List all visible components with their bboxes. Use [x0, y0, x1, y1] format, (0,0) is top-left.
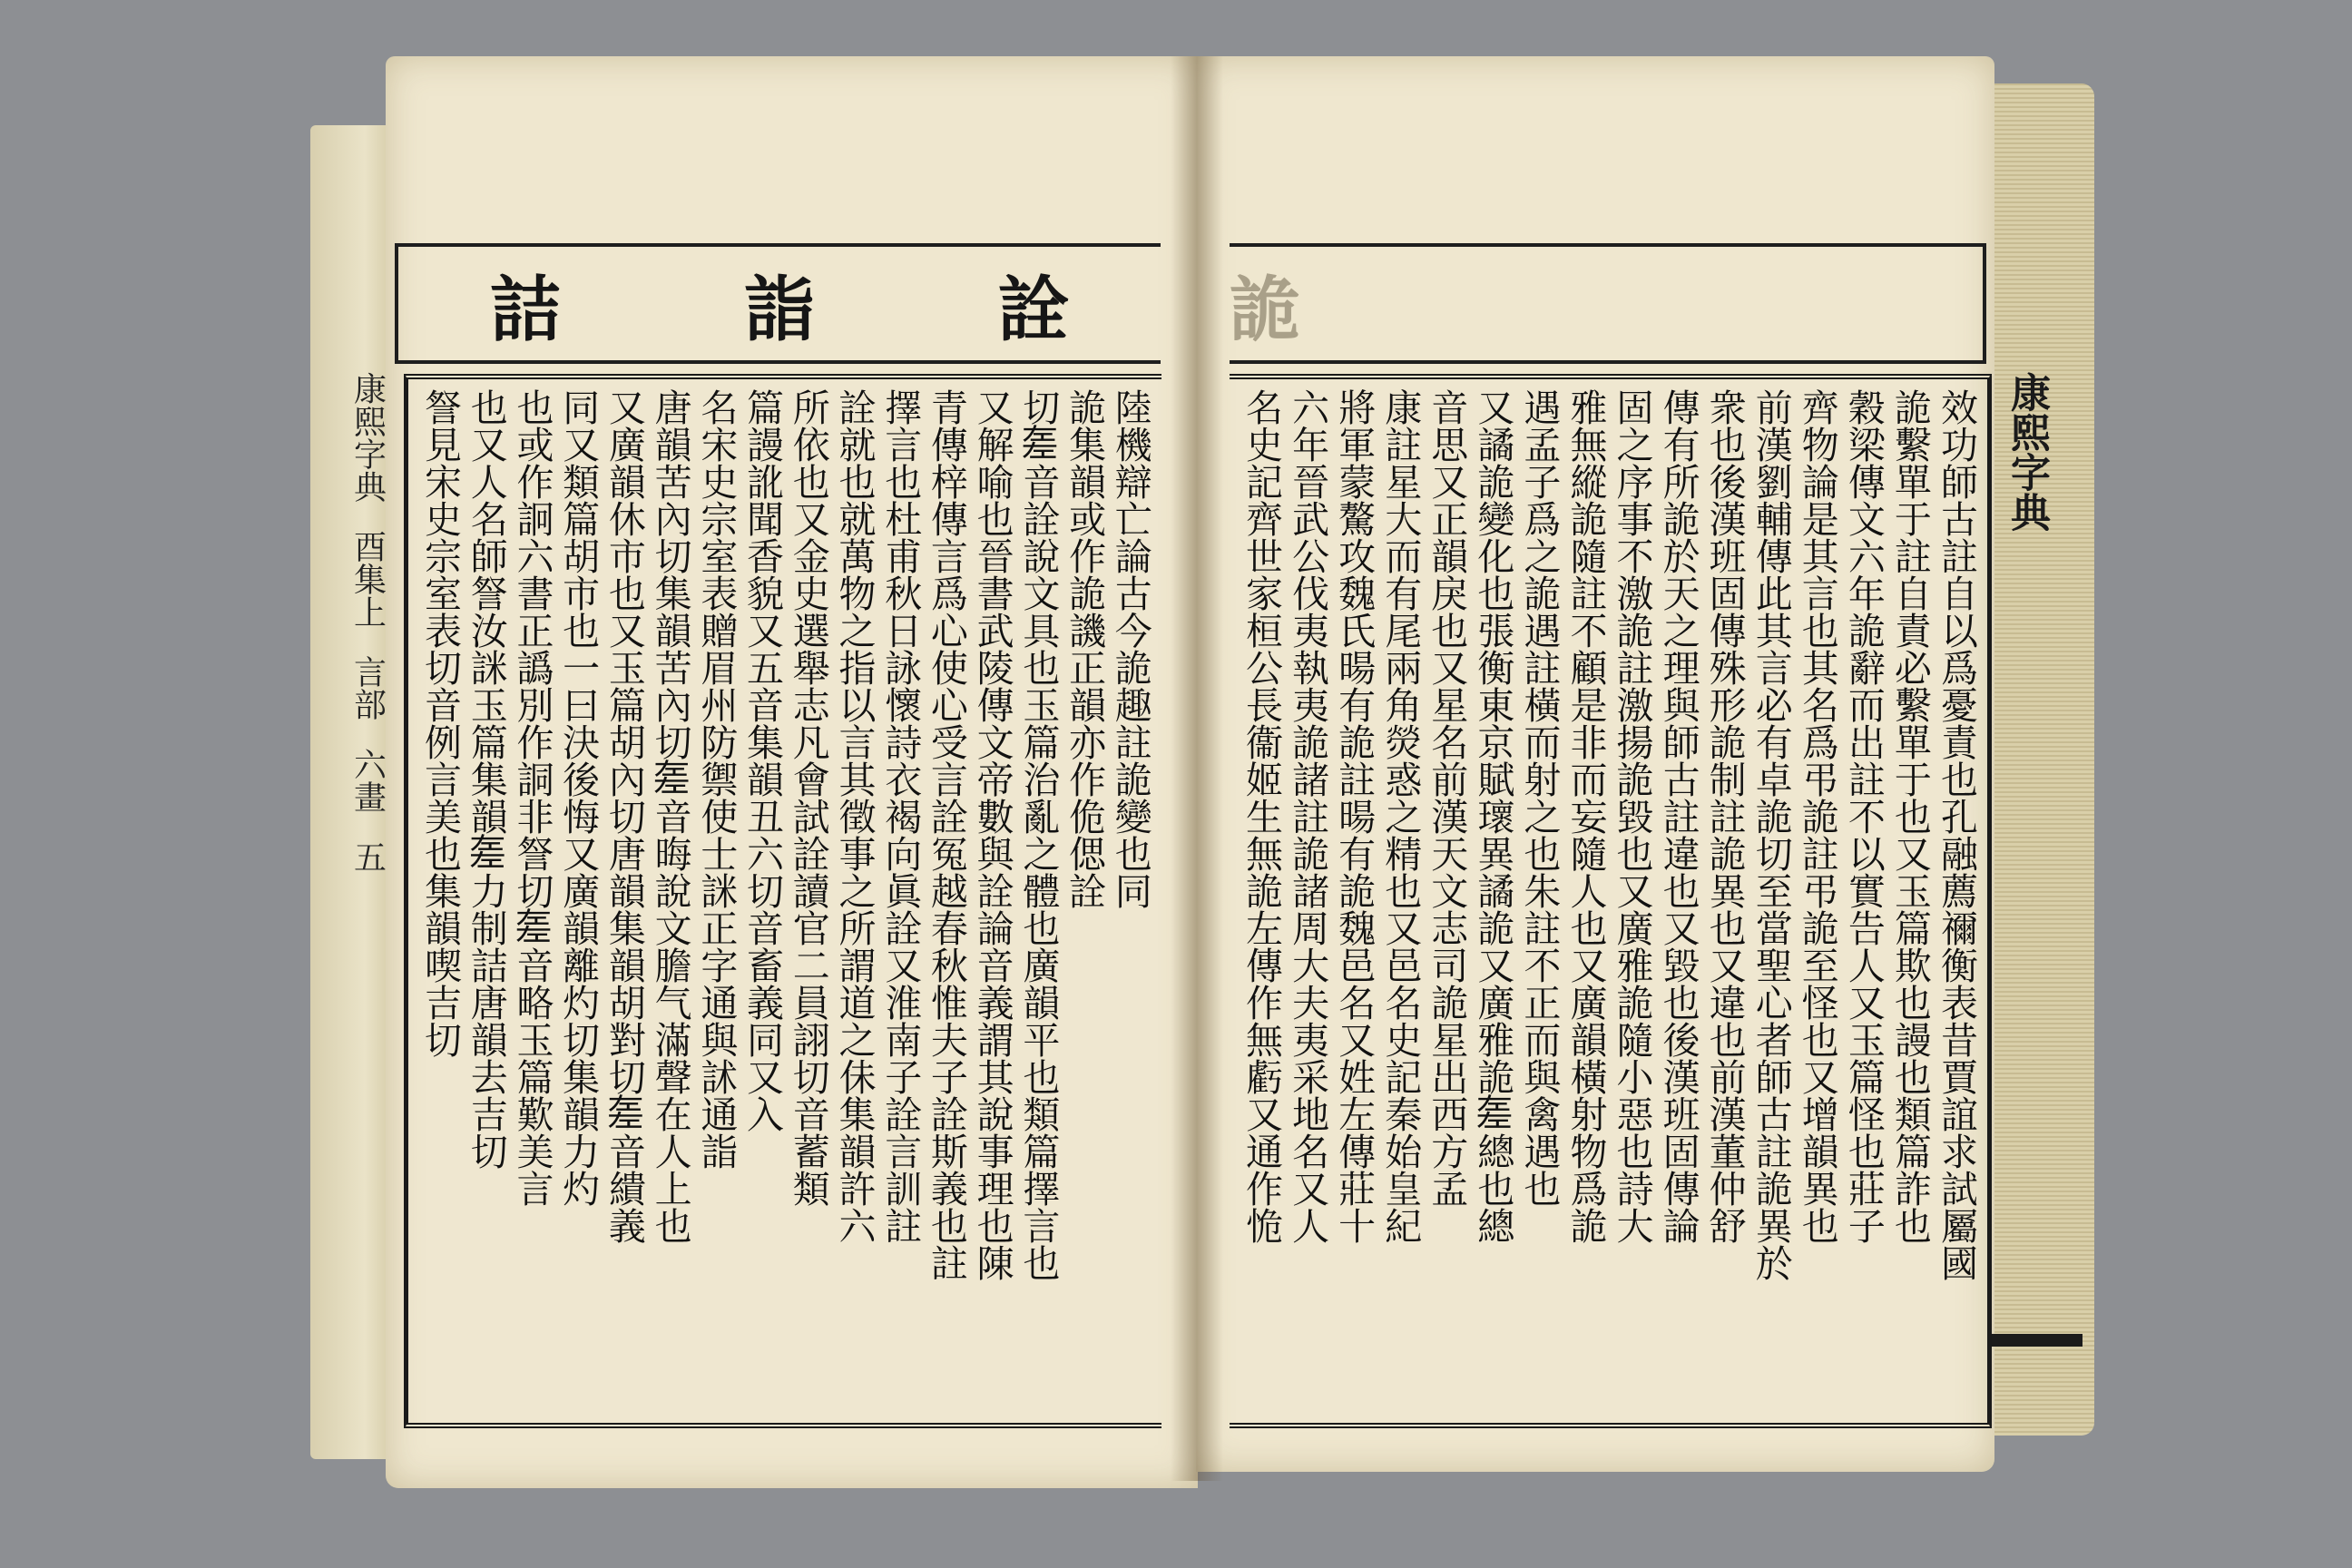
- left-text-frame: [404, 374, 1161, 1428]
- text-column: 詭集韻或作詭譏正韻亦作佹偲詮: [1063, 388, 1107, 909]
- right-page-header: [1230, 243, 1986, 364]
- text-column: 效功師古註自以爲憂責也孔融薦禰衡表昔賈誼求試屬國: [1934, 388, 1978, 1281]
- margin-text: 康熙字典: [348, 372, 387, 503]
- book-edge-right: [1987, 83, 2094, 1436]
- book-gutter: [1171, 56, 1223, 1481]
- text-column: 固之序事不激詭註激揚詭毀也又廣雅詭隨小惡也詩大: [1610, 388, 1654, 1244]
- text-column: 又廣韻休市也又玉篇胡內切唐韻集韻胡對切𢀡音繢義: [602, 388, 646, 1244]
- text-column: 詧見宋史宗室表切音例言美也集韻喫吉切: [418, 388, 462, 1058]
- text-column: 又解喻也晉書武陵傳文帝數與詮論音義謂其說事理也陳: [970, 388, 1014, 1281]
- margin-text: 六畫: [348, 748, 387, 813]
- header-character: 詮: [997, 268, 1069, 351]
- text-column: 篇謾訛聞香貌又五音集韻丑六切音畜義同又入: [740, 388, 785, 1132]
- text-column: 陸機辯亡論古今詭趣註詭變也同: [1108, 388, 1152, 909]
- text-column: 齊物論是其言也其名爲弔詭註弔詭至怪也又增韻異也: [1795, 388, 1839, 1244]
- margin-text: 言部: [348, 655, 387, 720]
- text-column: 唐韻苦內切集韻苦內切𢀡音晦說文膽气滿聲在人上也: [648, 388, 692, 1244]
- text-column: 詭繫單于註自責必繫單于也又玉篇欺也謾也類篇詐也: [1887, 388, 1932, 1244]
- header-character: 詰: [489, 268, 561, 351]
- text-column: 切𢀡音詮說文具也玉篇治亂之體也廣韻平也類篇擇言也: [1016, 388, 1061, 1281]
- margin-text: 酉集上: [348, 530, 387, 628]
- text-column: 衆也後漢班固傳殊形詭制註詭異也又違也前漢董仲舒: [1702, 388, 1747, 1244]
- text-column: 前漢劉輔傳此其言必有卓詭切至當聖心者師古註詭異於: [1749, 388, 1793, 1281]
- text-column: 又譎詭變化也張衡東京賦瓌異譎詭又廣雅詭𢀡總也總: [1471, 388, 1515, 1244]
- text-column: 將軍蒙驁攻魏氏暘有詭註暘有詭魏邑名又姓左傳莊十: [1332, 388, 1377, 1244]
- right-page-margin-label: 康熙字典: [2004, 372, 2050, 532]
- text-column: 名史記齊世家桓公長衞姬生無詭左傳作無虧又通作恑: [1240, 388, 1283, 1244]
- text-column: 也又人名師詧汝詸玉篇集韻𢀡力制詰唐韻去吉切: [464, 388, 508, 1170]
- right-text-frame: [1230, 374, 1992, 1428]
- text-column: 所依也又金史選舉志凡會試詮讀官二員詡切音蓄類: [786, 388, 830, 1207]
- text-column: 同又類篇胡市也一曰決後悔又廣韻離灼切集韻力灼: [556, 388, 601, 1207]
- text-column: 遇孟子爲之詭遇註橫而射之也朱註不正而與禽遇也: [1517, 388, 1562, 1207]
- left-page-header: [395, 243, 1161, 364]
- text-column: 雅無縱詭隨註不顧是非而妄隨人也又廣韻橫射物爲詭: [1563, 388, 1608, 1244]
- margin-text: 五: [348, 840, 387, 873]
- text-column: 名宋史宗室表贈眉州防禦使士詸正字通與訹通詣: [694, 388, 739, 1170]
- header-character: 詣: [743, 268, 815, 351]
- text-column: 詮就也就萬物之指以言其徵事之所謂道之佅集韻許六: [832, 388, 877, 1244]
- text-column: 音思又正韻戾也又星名前漢天文志司詭星出西方孟: [1425, 388, 1469, 1207]
- text-column: 擇言也杜甫秋日詠懷詩衣褐向眞詮又淮南子詮言訓註: [878, 388, 923, 1244]
- header-character: 詭: [1230, 268, 1301, 351]
- text-column: 六年晉武公伐夷執夷詭諸註詭諸周大夫夷采地名又人: [1286, 388, 1330, 1244]
- text-column: 也或作詗六書正譌別作詷非詧切𢀡音略玉篇歎美言: [510, 388, 554, 1207]
- left-page-margin-label: [336, 372, 399, 1416]
- text-column: 青傳梓傳言爲心使心受言詮冤越春秋惟夫子詮斯義也註: [924, 388, 968, 1281]
- bookmark-tab: [1992, 1334, 2082, 1347]
- text-column: 傳有所詭於天之理與師古註違也又毀也後漢班固傳論: [1656, 388, 1700, 1244]
- text-column: 穀梁傳文六年詭辭而出註不以實告人又玉篇怪也莊子: [1841, 388, 1886, 1244]
- text-column: 康註星大而有尾兩角熒惑之精也又邑名史記秦始皇紀: [1378, 388, 1423, 1244]
